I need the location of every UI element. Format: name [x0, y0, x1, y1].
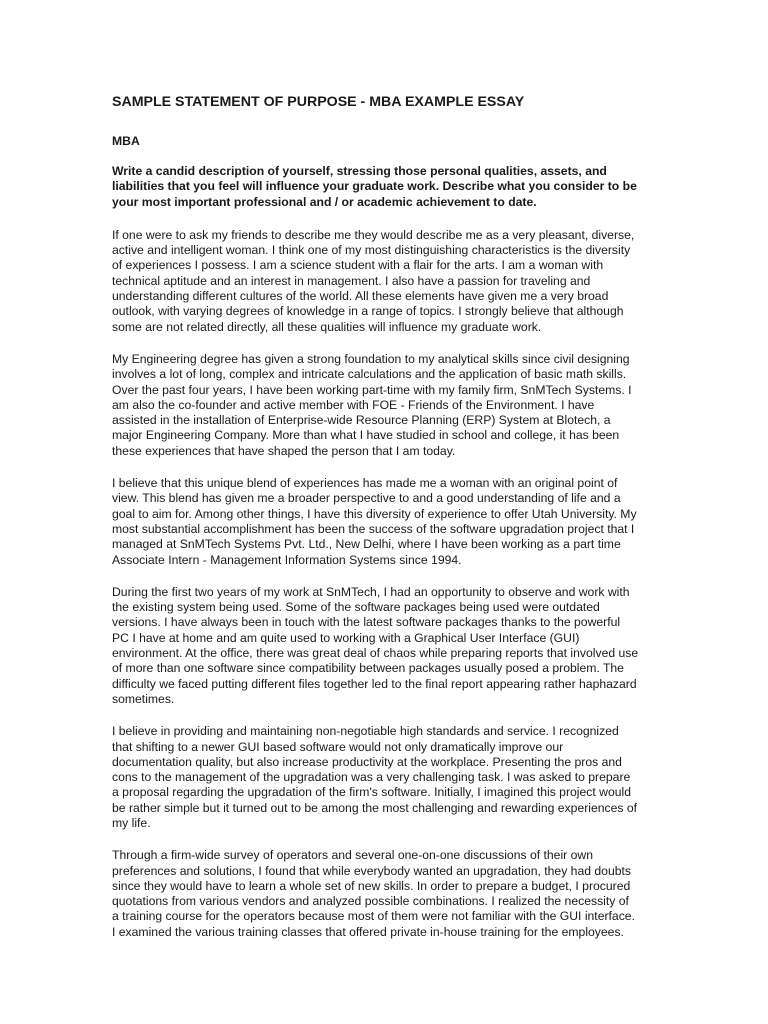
- paragraph-line: During the first two years of my work at SnMTech, I had an opportunity to observe and work with: [112, 584, 630, 599]
- paragraph-line: since they would have to learn a whole set of new skills. In order to prepare a budget, I procured: [112, 878, 631, 893]
- paragraph: [112, 352, 657, 459]
- paragraph-line: active and intelligent woman. I think one of my most distinguishing characteristics is the diversity: [112, 243, 631, 258]
- paragraph-line: Associate Intern - Management Information Systems since 1994.: [112, 552, 462, 567]
- paragraph-line: some are not related directly, all these qualities will influence my graduate work.: [112, 319, 542, 334]
- section-label: MBA: [112, 134, 140, 148]
- paragraph-line: my life.: [112, 815, 151, 830]
- paragraph-line: Through a firm-wide survey of operators and several one-on-one discussions of their own: [112, 848, 593, 863]
- document-page: [112, 94, 657, 957]
- prompt-line: liabilities that you feel will influence your graduate work. Describe what you consider to be: [112, 179, 637, 194]
- paragraph: [112, 848, 657, 940]
- paragraph-line: My Engineering degree has given a strong foundation to my analytical skills since civil designing: [112, 351, 630, 366]
- paragraph-line: PC I have at home and am quite used to working with a Graphical User Interface (GUI): [112, 630, 580, 645]
- paragraph-line: I examined the various training classes that offered private in-house training for the employees.: [112, 924, 624, 939]
- paragraph-line: If one were to ask my friends to describe me they would describe me as a very pleasant, diverse,: [112, 227, 635, 242]
- paragraph-line: most substantial accomplishment has been the success of the software upgradation project that I: [112, 521, 635, 536]
- paragraph-line: sometimes.: [112, 691, 175, 706]
- paragraph-line: cons to the management of the upgradation was a very challenging task. I was asked to prepare: [112, 770, 631, 785]
- essay-body: [112, 228, 657, 940]
- paragraph-line: environment. At the office, there was great deal of chaos while preparing reports that involved use: [112, 646, 639, 661]
- paragraph-line: preferences and solutions, I found that while everybody wanted an upgradation, they had doubts: [112, 863, 631, 878]
- paragraph-line: Over the past four years, I have been working part-time with my family firm, SnMTech Systems. I: [112, 382, 632, 397]
- paragraph-line: involves a lot of long, complex and intricate calculations and the application of basic math skills.: [112, 367, 627, 382]
- paragraph-line: the existing system being used. Some of the software packages being used were outdated: [112, 600, 600, 615]
- paragraph-line: assisted in the installation of Enterprise-wide Resource Planning (ERP) System at Blotech, a: [112, 413, 611, 428]
- prompt-line: your most important professional and / or academic achievement to date.: [112, 194, 537, 209]
- paragraph: [112, 476, 657, 568]
- paragraph: [112, 228, 657, 335]
- paragraph-line: I believe that this unique blend of experiences has made me a woman with an original point of: [112, 476, 618, 491]
- paragraph-line: versions. I have always been in touch with the latest software packages thanks to the powerful: [112, 615, 621, 630]
- paragraph-line: a training course for the operators because most of them were not familiar with the GUI interface.: [112, 909, 635, 924]
- paragraph-line: a proposal regarding the upgradation of the firm's software. Initially, I imagined this project would: [112, 785, 631, 800]
- paragraph-line: of experiences I possess. I am a science student with a flair for the arts. I am a woman with: [112, 258, 604, 273]
- paragraph-line: I believe in providing and maintaining non-negotiable high standards and service. I recognized: [112, 724, 619, 739]
- paragraph: [112, 724, 657, 831]
- paragraph-line: of more than one software since compatibility between packages usually posed a problem. The: [112, 661, 624, 676]
- paragraph-line: these experiences that have shaped the person that I am today.: [112, 443, 456, 458]
- paragraph-line: technical aptitude and an interest in management. I also have a passion for traveling and: [112, 273, 591, 288]
- paragraph-line: outlook, with varying degrees of knowledge in a range of topics. I strongly believe that although: [112, 304, 624, 319]
- paragraph-line: that shifting to a newer GUI based software would not only dramatically improve our: [112, 739, 564, 754]
- paragraph-line: documentation quality, but also increase productivity at the workplace. Presenting the pros and: [112, 754, 622, 769]
- document-title: SAMPLE STATEMENT OF PURPOSE - MBA EXAMPLE ESSAY: [112, 94, 525, 110]
- paragraph-line: goal to aim for. Among other things, I have this diversity of experience to offer Utah University. My: [112, 506, 637, 521]
- paragraph-line: difficulty we faced putting different files together led to the final report appearing rather haphazard: [112, 676, 637, 691]
- paragraph-line: view. This blend has given me a broader perspective to and a good understanding of life and a: [112, 491, 621, 506]
- paragraph-line: understanding different cultures of the world. All these elements have given me a very broad: [112, 289, 609, 304]
- paragraph-line: quotations from various vendors and analyzed possible combinations. I realized the necessity of: [112, 894, 629, 909]
- paragraph-line: am also the co-founder and active member with FOE - Friends of the Environment. I have: [112, 397, 595, 412]
- paragraph-line: managed at SnMTech Systems Pvt. Ltd., New Delhi, where I have been working as a part time: [112, 537, 621, 552]
- paragraph-line: major Engineering Company. More than what I have studied in school and college, it has been: [112, 428, 620, 443]
- paragraph-line: be rather simple but it turned out to be among the most challenging and rewarding experiences of: [112, 800, 638, 815]
- paragraph: [112, 585, 657, 707]
- prompt-line: Write a candid description of yourself, stressing those personal qualities, assets, and: [112, 164, 607, 178]
- essay-prompt: [112, 164, 657, 210]
